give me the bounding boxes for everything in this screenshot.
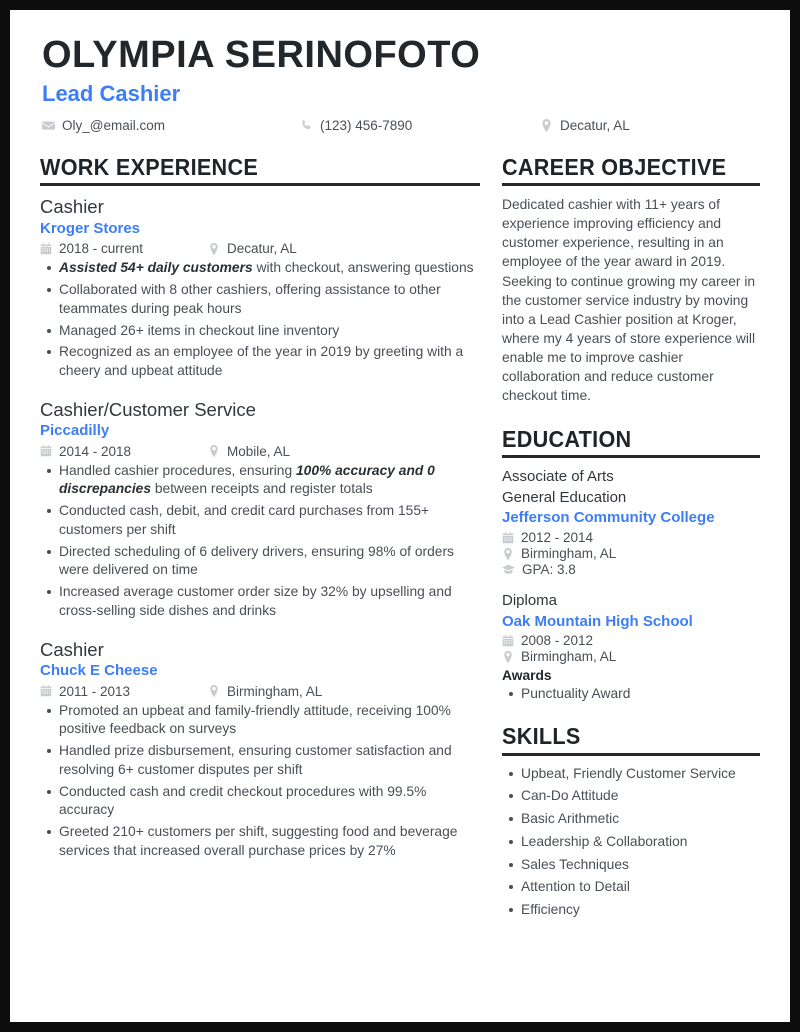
job-location [208,444,290,459]
job-dates-text: 2014 - 2018 [59,443,132,459]
resume-page [10,10,790,1022]
job-meta [40,241,480,256]
job-bullet [59,343,480,381]
section-career-objective [502,155,760,405]
skill-item: Attention to Detail [521,878,760,897]
skill-item: Can-Do Attitude [521,787,760,806]
job-location-text: Mobile, AL [227,443,291,459]
job-bullet [59,502,480,540]
calendar-icon [40,243,52,255]
work-experience-heading: WORK EXPERIENCE [40,154,259,181]
calendar-icon [40,685,52,697]
education-location-text: Birmingham, AL [521,649,617,665]
bullet-text: Recognized as an employee of the year in 2019 by greeting with a cheery and upbeat attitude [59,344,464,378]
job-bullet [59,783,480,821]
candidate-name: OLYMPIA SERINOFOTO [42,34,481,76]
bullet-text: Conducted cash and credit checkout procedures with 99.5% accuracy [59,783,427,818]
section-education [502,427,760,704]
job-dates [40,684,208,699]
location-pin-icon [502,548,514,560]
location-pin-icon [208,685,220,697]
location-pin-icon [208,445,220,457]
job-location [208,684,322,699]
job-title: Cashier [40,196,104,218]
calendar-icon [502,635,514,647]
right-column [502,155,760,940]
location-pin-icon [540,119,553,132]
contact-email-text: Oly_@email.com [62,118,165,134]
section-skills [502,724,760,920]
bullet-text: Handled prize disbursement, ensuring customer satisfaction and resolving 6+ customer disputes per shift [59,743,452,777]
contact-row [42,118,760,133]
left-column [40,155,502,940]
job-location-text: Birmingham, AL [227,683,323,699]
job-entry [40,638,480,861]
awards-list [502,685,760,704]
job-bullets [40,259,480,381]
education-dates [502,530,760,545]
job-bullet [59,702,480,740]
education-degree: Associate of Arts [502,468,614,486]
education-location [502,649,760,664]
job-entry [40,195,480,380]
education-dates-text: 2008 - 2012 [521,633,594,649]
job-bullets [40,462,480,621]
job-title: Cashier [40,638,104,660]
job-meta [40,684,480,699]
job-organization: Kroger Stores [40,219,141,237]
skills-heading: SKILLS [502,723,581,750]
job-bullet [59,259,480,278]
location-pin-icon [502,651,514,663]
job-title: Cashier/Customer Service [40,398,256,420]
job-dates [40,241,208,256]
heading-rule [40,183,480,186]
job-bullet [59,281,480,319]
education-dates [502,633,760,648]
bullet-text: Managed 26+ items in checkout line inventory [59,322,340,338]
resume-body [40,155,760,940]
awards-label: Awards [502,668,552,684]
bullet-text: Handled cashier procedures, ensuring [59,462,296,478]
education-gpa-text: GPA: 3.8 [522,562,576,578]
bullet-text: Greeted 210+ customers per shift, suggesting food and beverage services that increased overall purchase prices by 27% [59,824,458,858]
section-work-experience [40,155,480,860]
bullet-text: with checkout, answering questions [252,260,474,276]
skill-item: Basic Arithmetic [521,810,760,829]
contact-location [540,118,630,133]
education-gpa [502,562,760,577]
education-heading: EDUCATION [502,425,632,452]
calendar-icon [40,445,52,457]
job-organization: Piccadilly [40,421,110,439]
job-organization: Chuck E Cheese [40,661,158,679]
job-meta [40,444,480,459]
phone-icon [300,119,313,132]
education-degree: Diploma [502,592,558,610]
job-bullets [40,702,480,861]
candidate-role: Lead Cashier [42,80,181,106]
contact-phone[interactable] [300,118,540,133]
envelope-icon [42,119,55,132]
heading-rule [502,183,760,186]
job-entry [40,398,480,621]
career-objective-heading: CAREER OBJECTIVE [502,154,727,181]
contact-location-text: Decatur, AL [560,118,630,134]
job-bullet [59,462,480,500]
job-dates [40,444,208,459]
education-school: Oak Mountain High School [502,612,693,630]
education-school: Jefferson Community College [502,509,715,527]
education-field: General Education [502,488,627,506]
contact-email[interactable] [42,118,300,133]
job-bullet [59,583,480,621]
graduation-cap-icon [502,563,515,576]
contact-phone-text: (123) 456-7890 [320,118,413,134]
skills-list [502,765,760,920]
job-bullet [59,742,480,780]
bullet-text: Conducted cash, debit, and credit card purchases from 155+ customers per shift [59,503,430,537]
skill-item: Sales Techniques [521,856,760,875]
career-objective-text: Dedicated cashier with 11+ years of experience improving efficiency and customer experience, resulting in an employee of the year award in 2019. Seeking to continue growing my career in the customer service industry by moving into a Lead Cashier position at Kroger, where my 4 years of store experience will enable me to improve cashier collaboration and reduce customer checkout time. [502,197,756,403]
skill-item: Efficiency [521,901,760,920]
calendar-icon [502,532,514,544]
education-dates-text: 2012 - 2014 [521,530,594,546]
job-dates-text: 2018 - current [59,241,144,257]
job-bullet [59,823,480,861]
resume-header [40,36,760,133]
bullet-text: between receipts and register totals [151,481,373,497]
award-item: Punctuality Award [521,685,760,704]
heading-rule [502,753,760,756]
bullet-text: Collaborated with 8 other cashiers, offering assistance to other teammates during peak hours [59,282,441,316]
education-location [502,546,760,561]
bullet-text: Increased average customer order size by 32% by upselling and cross-selling side dishes and drinks [59,584,452,618]
education-location-text: Birmingham, AL [521,546,617,562]
education-entry [502,591,760,704]
bullet-text: Promoted an upbeat and family-friendly attitude, receiving 100% positive feedback on surveys [59,702,451,737]
job-dates-text: 2011 - 2013 [59,683,131,699]
bullet-text: Directed scheduling of 6 delivery drivers, ensuring 98% of orders were delivered on time [59,543,454,578]
skill-item: Leadership & Collaboration [521,833,760,852]
bullet-highlight: Assisted 54+ daily customers [59,260,253,276]
job-location [208,241,297,256]
job-bullet [59,322,480,341]
job-bullet [59,543,480,581]
bullet-highlight: 100% accuracy and 0 discrepancies [59,462,435,497]
location-pin-icon [208,243,220,255]
education-entry [502,467,760,577]
heading-rule [502,455,760,458]
job-location-text: Decatur, AL [227,241,297,257]
skill-item: Upbeat, Friendly Customer Service [521,765,760,784]
